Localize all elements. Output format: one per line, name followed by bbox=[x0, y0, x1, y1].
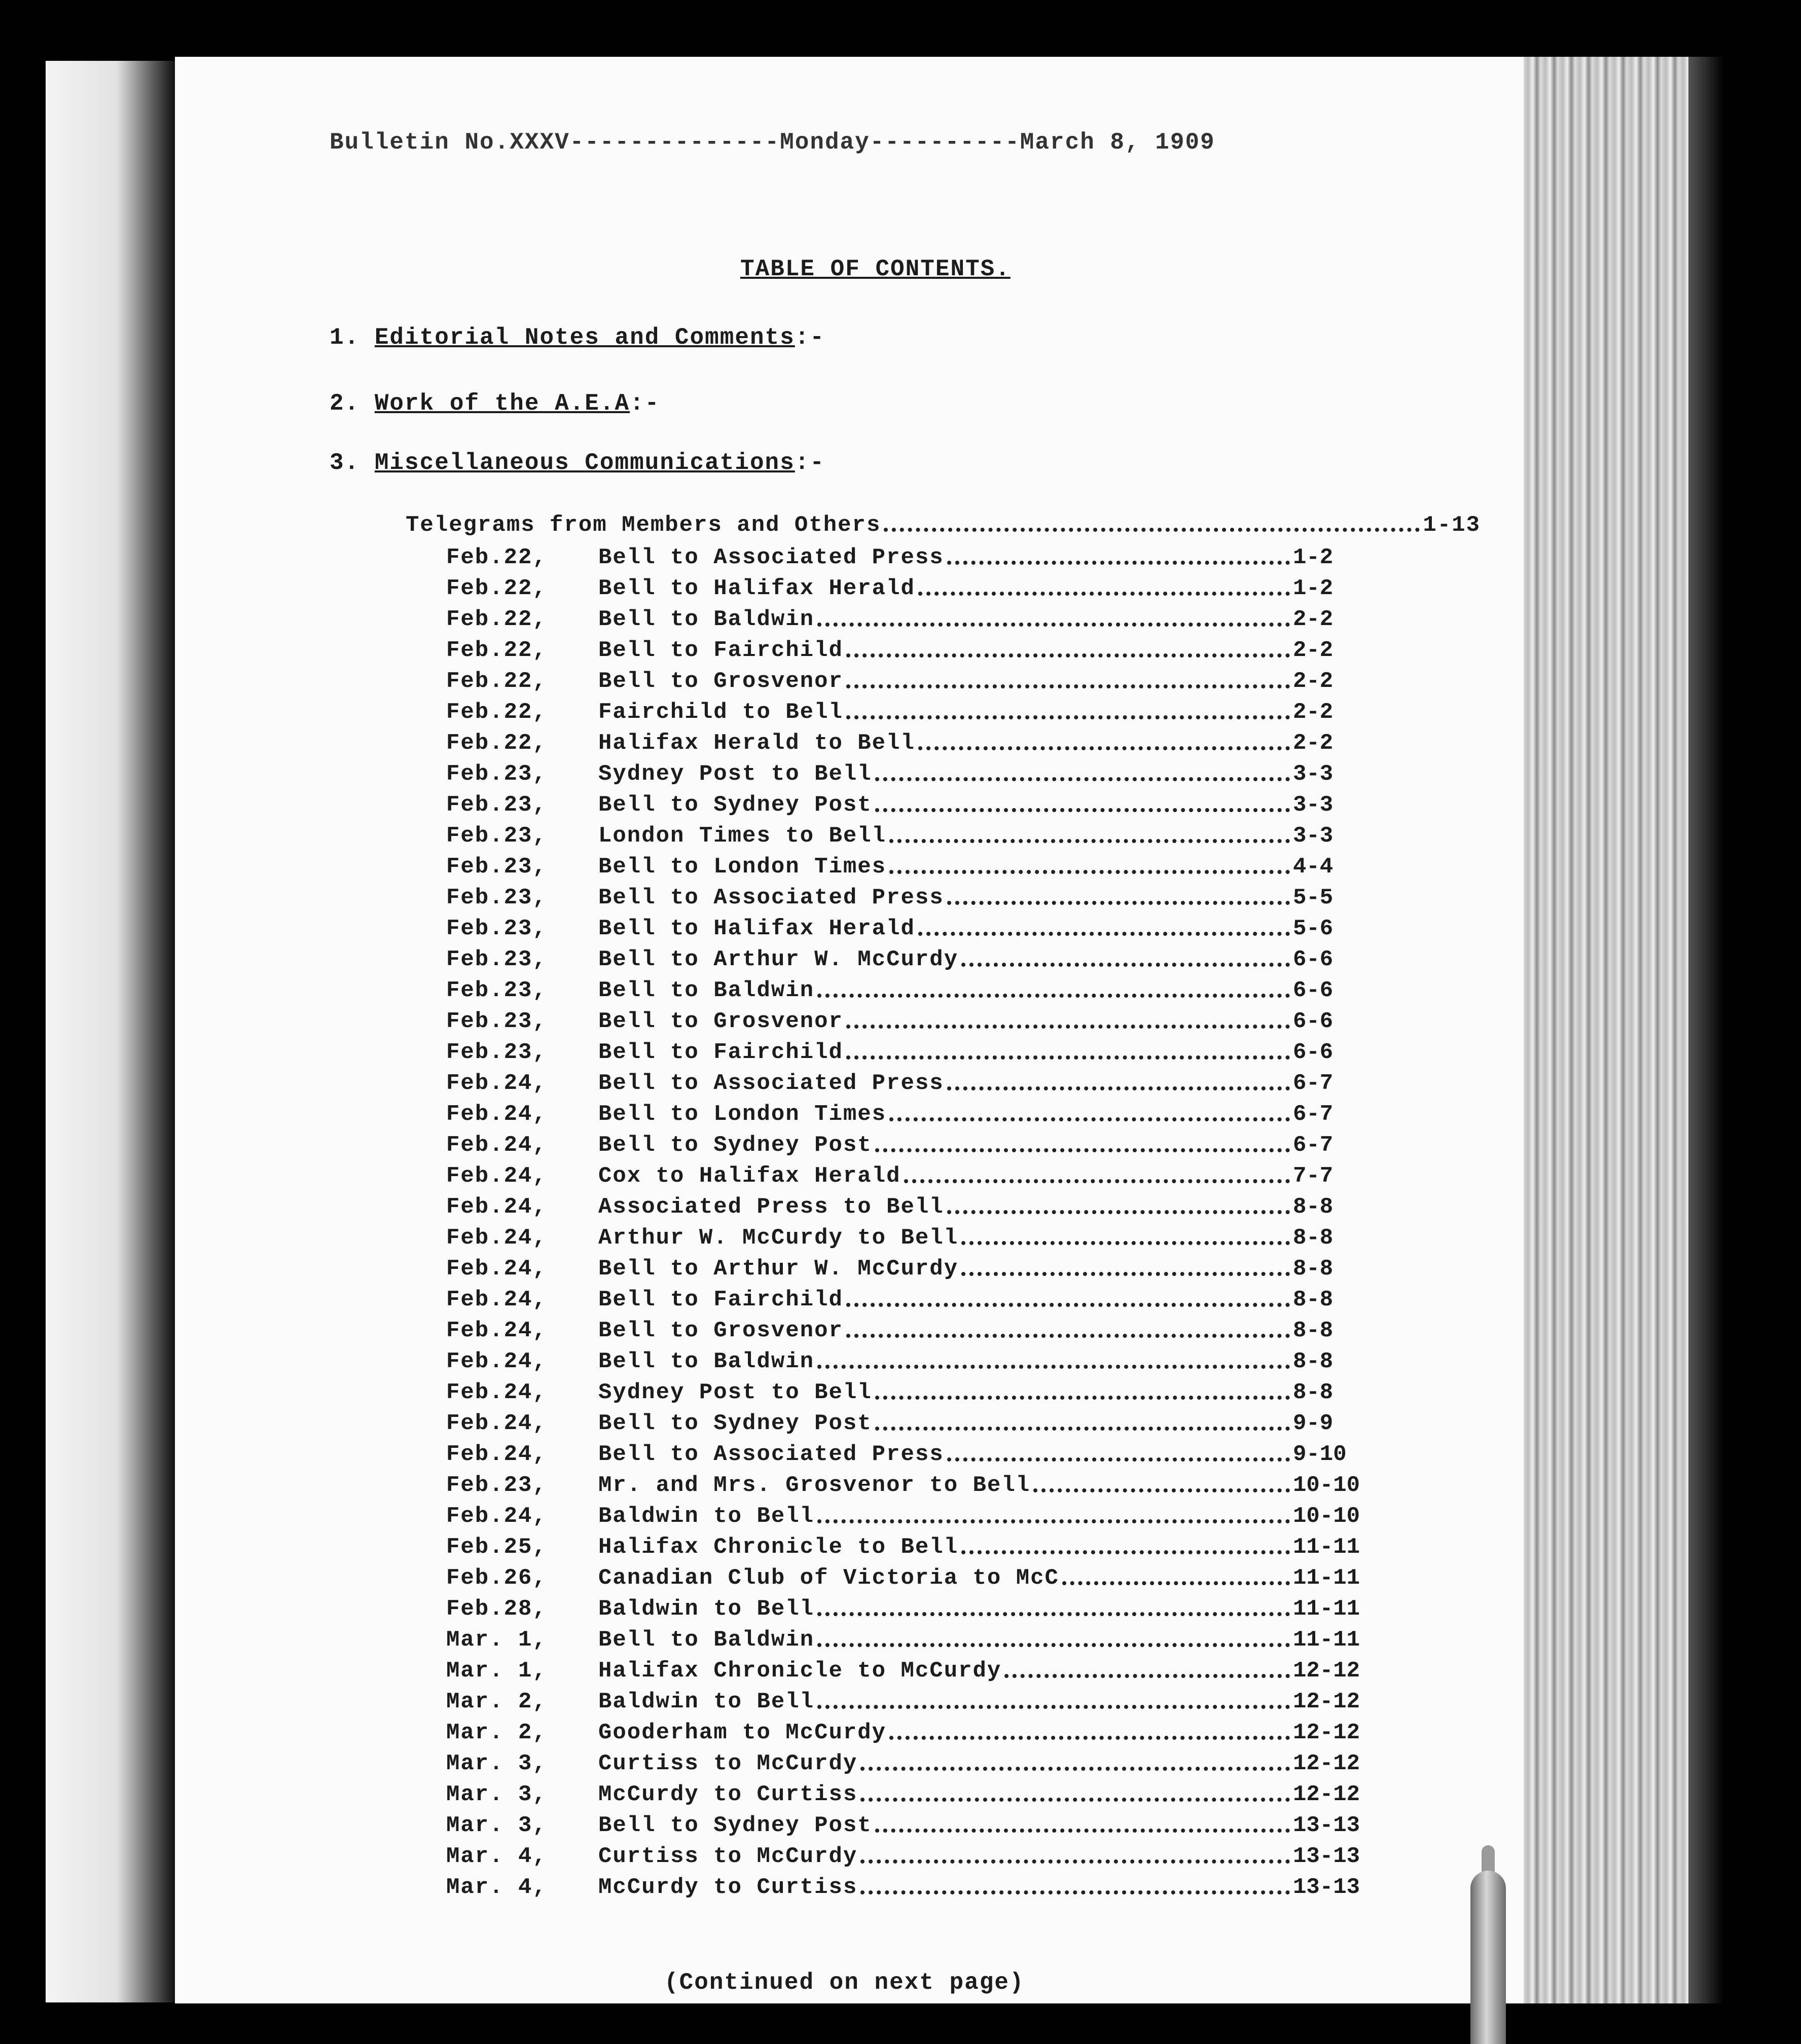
entry-date: Feb.24, bbox=[446, 1133, 547, 1158]
entry-pages: 11-11 bbox=[1293, 1627, 1360, 1653]
section-title: Miscellaneous Communications bbox=[374, 450, 795, 476]
entry-description: Gooderham to McCurdy bbox=[598, 1720, 887, 1745]
dot-leader bbox=[1062, 1581, 1290, 1585]
toc-entry bbox=[446, 1563, 1384, 1594]
entry-pages: 8-8 bbox=[1293, 1380, 1334, 1405]
entry-description: Bell to Sydney Post bbox=[598, 1813, 872, 1838]
entry-date: Feb.23, bbox=[446, 916, 547, 941]
entry-pages: 10-10 bbox=[1293, 1504, 1360, 1529]
dot-leader bbox=[961, 1550, 1290, 1554]
entry-date: Feb.24, bbox=[446, 1411, 547, 1436]
entry-date: Feb.22, bbox=[446, 731, 547, 756]
entry-date: Feb.24, bbox=[446, 1194, 547, 1220]
toc-entry bbox=[446, 1718, 1384, 1748]
entry-description: Bell to Halifax Herald bbox=[598, 576, 915, 601]
entry-date: Feb.22, bbox=[446, 669, 547, 694]
entry-pages: 8-8 bbox=[1293, 1318, 1334, 1343]
entry-description: Halifax Chronicle to Bell bbox=[598, 1535, 959, 1560]
dot-leader bbox=[918, 746, 1290, 750]
dot-leader bbox=[947, 561, 1290, 565]
entry-pages: 5-6 bbox=[1293, 916, 1334, 941]
dot-leader bbox=[875, 1396, 1290, 1400]
entry-pages: 13-13 bbox=[1293, 1813, 1360, 1838]
dot-leader bbox=[860, 1890, 1290, 1894]
entry-pages: 12-12 bbox=[1293, 1751, 1360, 1776]
entry-date: Feb.22, bbox=[446, 607, 547, 632]
entry-pages: 6-7 bbox=[1293, 1102, 1334, 1127]
dot-leader bbox=[817, 1643, 1290, 1647]
entry-description: Bell to Fairchild bbox=[598, 638, 843, 663]
section-suffix: :- bbox=[795, 324, 825, 351]
toc-entry bbox=[446, 914, 1384, 944]
dot-leader bbox=[846, 715, 1290, 719]
entry-date: Feb.25, bbox=[446, 1535, 547, 1560]
left-page-edge bbox=[46, 61, 175, 2002]
entry-description: Arthur W. McCurdy to Bell bbox=[598, 1225, 959, 1251]
entry-description: Curtiss to McCurdy bbox=[598, 1751, 858, 1776]
entry-description: Bell to Baldwin bbox=[598, 1349, 815, 1374]
entry-pages: 9-9 bbox=[1293, 1411, 1334, 1436]
entry-description: Mr. and Mrs. Grosvenor to Bell bbox=[598, 1473, 1031, 1498]
toc-entry bbox=[446, 697, 1384, 728]
toc-entry bbox=[446, 1439, 1384, 1470]
entry-description: Baldwin to Bell bbox=[598, 1504, 815, 1529]
entry-description: Bell to Baldwin bbox=[598, 1627, 815, 1653]
entry-pages: 8-8 bbox=[1293, 1256, 1334, 1282]
entry-description: London Times to Bell bbox=[598, 823, 887, 849]
toc-entry bbox=[446, 944, 1384, 975]
entry-date: Mar. 4, bbox=[446, 1875, 547, 1900]
entry-pages: 2-2 bbox=[1293, 731, 1334, 756]
entry-description: Baldwin to Bell bbox=[598, 1689, 815, 1714]
entry-date: Feb.23, bbox=[446, 1040, 547, 1065]
entry-pages: 6-6 bbox=[1293, 1040, 1334, 1065]
dot-leader bbox=[918, 592, 1290, 596]
toc-entry bbox=[446, 728, 1384, 759]
bulletin-header: Bulletin No.XXXV--------------Monday----------March 8, 1909 bbox=[330, 129, 1215, 156]
telegram-entries-list bbox=[446, 542, 1384, 1903]
entry-description: Cox to Halifax Herald bbox=[598, 1163, 901, 1189]
dot-leader bbox=[889, 870, 1290, 874]
entry-pages: 8-8 bbox=[1293, 1287, 1334, 1312]
entry-date: Feb.24, bbox=[446, 1225, 547, 1251]
toc-entry bbox=[446, 883, 1384, 914]
dot-leader bbox=[875, 1427, 1290, 1431]
dot-leader bbox=[846, 1334, 1290, 1338]
entry-pages: 5-5 bbox=[1293, 885, 1334, 910]
entry-pages: 3-3 bbox=[1293, 792, 1334, 818]
entry-date: Feb.24, bbox=[446, 1287, 547, 1312]
entry-date: Feb.23, bbox=[446, 761, 547, 787]
toc-entry bbox=[446, 1006, 1384, 1037]
entry-description: Bell to London Times bbox=[598, 854, 887, 880]
dot-leader bbox=[889, 1736, 1290, 1740]
toc-entry bbox=[446, 1841, 1384, 1872]
entry-pages: 12-12 bbox=[1293, 1658, 1360, 1684]
entry-pages: 13-13 bbox=[1293, 1875, 1360, 1900]
entry-date: Feb.24, bbox=[446, 1380, 547, 1405]
toc-entry bbox=[446, 604, 1384, 635]
dot-leader bbox=[846, 1303, 1290, 1307]
dot-leader bbox=[817, 994, 1290, 998]
dot-leader bbox=[889, 1117, 1290, 1121]
entry-description: Bell to Fairchild bbox=[598, 1040, 843, 1065]
dot-leader bbox=[918, 932, 1290, 936]
entry-description: Bell to Arthur W. McCurdy bbox=[598, 1256, 959, 1282]
toc-entry bbox=[446, 1192, 1384, 1223]
toc-entry bbox=[446, 1130, 1384, 1161]
entry-date: Feb.23, bbox=[446, 1473, 547, 1498]
entry-description: Bell to Sydney Post bbox=[598, 1133, 872, 1158]
entry-description: Sydney Post to Bell bbox=[598, 761, 872, 787]
entry-date: Feb.24, bbox=[446, 1442, 547, 1467]
entry-pages: 3-3 bbox=[1293, 761, 1334, 787]
entry-description: Bell to London Times bbox=[598, 1102, 887, 1127]
entry-description: Bell to Grosvenor bbox=[598, 1009, 843, 1034]
toc-entry bbox=[446, 1872, 1384, 1903]
toc-entry bbox=[446, 1346, 1384, 1377]
toc-entry bbox=[446, 1099, 1384, 1130]
toc-entry bbox=[446, 1377, 1384, 1408]
toc-entry bbox=[446, 1470, 1384, 1501]
dot-leader bbox=[947, 1086, 1290, 1090]
entry-date: Mar. 1, bbox=[446, 1658, 547, 1684]
subheading-label: Telegrams from Members and Others bbox=[406, 513, 881, 538]
toc-entry bbox=[446, 542, 1384, 573]
entry-date: Feb.24, bbox=[446, 1071, 547, 1096]
dot-leader bbox=[961, 1241, 1290, 1245]
section-number: 3. bbox=[330, 450, 360, 476]
entry-pages: 12-12 bbox=[1293, 1782, 1360, 1807]
pen bbox=[1470, 1871, 1506, 2044]
dot-leader bbox=[817, 1612, 1290, 1616]
section-suffix: :- bbox=[630, 390, 660, 417]
dot-leader bbox=[904, 1179, 1290, 1183]
telegrams-subheading bbox=[406, 509, 1481, 541]
entry-description: Bell to Associated Press bbox=[598, 545, 944, 570]
toc-entry bbox=[446, 573, 1384, 604]
toc-entry bbox=[446, 1316, 1384, 1346]
entry-date: Feb.24, bbox=[446, 1318, 547, 1343]
entry-date: Mar. 3, bbox=[446, 1751, 547, 1776]
dot-leader bbox=[961, 963, 1290, 967]
toc-entry bbox=[446, 1656, 1384, 1687]
entry-date: Feb.22, bbox=[446, 638, 547, 663]
section-work-of-aea bbox=[330, 388, 660, 419]
toc-entry bbox=[446, 790, 1384, 821]
toc-entry bbox=[446, 1594, 1384, 1625]
entry-pages: 6-6 bbox=[1293, 947, 1334, 972]
entry-date: Mar. 4, bbox=[446, 1844, 547, 1869]
dot-leader bbox=[875, 777, 1290, 781]
section-number: 2. bbox=[330, 390, 360, 417]
dot-leader bbox=[889, 839, 1290, 843]
entry-date: Feb.23, bbox=[446, 792, 547, 818]
entry-description: Bell to Grosvenor bbox=[598, 1318, 843, 1343]
dot-leader bbox=[884, 509, 1420, 532]
section-editorial-notes bbox=[330, 322, 825, 353]
book-page-edges bbox=[1524, 57, 1724, 2003]
entry-description: Bell to Associated Press bbox=[598, 1071, 944, 1096]
dot-leader bbox=[860, 1798, 1290, 1802]
entry-date: Feb.24, bbox=[446, 1102, 547, 1127]
entry-description: Bell to Baldwin bbox=[598, 607, 815, 632]
entry-pages: 6-7 bbox=[1293, 1133, 1334, 1158]
dot-leader bbox=[875, 1148, 1290, 1152]
entry-description: Curtiss to McCurdy bbox=[598, 1844, 858, 1869]
entry-date: Feb.23, bbox=[446, 1009, 547, 1034]
dot-leader bbox=[875, 808, 1290, 812]
dot-leader bbox=[846, 1055, 1290, 1060]
toc-entry bbox=[446, 821, 1384, 852]
toc-entry bbox=[446, 666, 1384, 697]
entry-date: Feb.23, bbox=[446, 885, 547, 910]
entry-pages: 8-8 bbox=[1293, 1194, 1334, 1220]
section-miscellaneous-communications bbox=[330, 447, 825, 479]
entry-date: Feb.28, bbox=[446, 1596, 547, 1622]
entry-description: Fairchild to Bell bbox=[598, 700, 843, 725]
entry-date: Mar. 2, bbox=[446, 1689, 547, 1714]
entry-pages: 2-2 bbox=[1293, 607, 1334, 632]
entry-date: Feb.23, bbox=[446, 947, 547, 972]
entry-description: Bell to Associated Press bbox=[598, 885, 944, 910]
section-title: Work of the A.E.A bbox=[374, 390, 630, 417]
entry-description: Bell to Associated Press bbox=[598, 1442, 944, 1467]
toc-entry bbox=[446, 1285, 1384, 1316]
entry-pages: 1-2 bbox=[1293, 576, 1334, 601]
toc-entry bbox=[446, 852, 1384, 883]
toc-entry bbox=[446, 1779, 1384, 1810]
entry-date: Feb.22, bbox=[446, 700, 547, 725]
entry-date: Feb.24, bbox=[446, 1163, 547, 1189]
entry-pages: 13-13 bbox=[1293, 1844, 1360, 1869]
entry-pages: 2-2 bbox=[1293, 669, 1334, 694]
entry-date: Mar. 3, bbox=[446, 1813, 547, 1838]
dot-leader bbox=[817, 1705, 1290, 1709]
entry-pages: 3-3 bbox=[1293, 823, 1334, 849]
toc-entry bbox=[446, 1161, 1384, 1192]
entry-date: Feb.24, bbox=[446, 1504, 547, 1529]
entry-pages: 10-10 bbox=[1293, 1473, 1360, 1498]
entry-description: Bell to Sydney Post bbox=[598, 792, 872, 818]
entry-description: Associated Press to Bell bbox=[598, 1194, 944, 1220]
entry-description: Canadian Club of Victoria to McC bbox=[598, 1565, 1059, 1591]
entry-date: Mar. 1, bbox=[446, 1627, 547, 1653]
toc-entry bbox=[446, 1223, 1384, 1254]
entry-date: Feb.23, bbox=[446, 978, 547, 1003]
entry-description: McCurdy to Curtiss bbox=[598, 1782, 858, 1807]
entry-description: Sydney Post to Bell bbox=[598, 1380, 872, 1405]
entry-pages: 2-2 bbox=[1293, 638, 1334, 663]
entry-pages: 2-2 bbox=[1293, 700, 1334, 725]
entry-pages: 11-11 bbox=[1293, 1596, 1360, 1622]
entry-description: McCurdy to Curtiss bbox=[598, 1875, 858, 1900]
dot-leader bbox=[817, 1365, 1290, 1369]
entry-pages: 6-6 bbox=[1293, 978, 1334, 1003]
toc-entry bbox=[446, 1532, 1384, 1563]
section-suffix: :- bbox=[795, 450, 825, 476]
entry-date: Feb.24, bbox=[446, 1349, 547, 1374]
toc-entry bbox=[446, 1810, 1384, 1841]
entry-pages: 6-6 bbox=[1293, 1009, 1334, 1034]
toc-entry bbox=[446, 635, 1384, 666]
subheading-pages: 1-13 bbox=[1423, 513, 1481, 538]
entry-description: Bell to Arthur W. McCurdy bbox=[598, 947, 959, 972]
toc-entry bbox=[446, 1068, 1384, 1099]
dot-leader bbox=[875, 1829, 1290, 1833]
dot-leader bbox=[846, 653, 1290, 658]
entry-pages: 8-8 bbox=[1293, 1349, 1334, 1374]
toc-entry bbox=[446, 975, 1384, 1006]
dot-leader bbox=[846, 684, 1290, 688]
entry-pages: 6-7 bbox=[1293, 1071, 1334, 1096]
entry-date: Feb.22, bbox=[446, 545, 547, 570]
entry-pages: 4-4 bbox=[1293, 854, 1334, 880]
entry-pages: 12-12 bbox=[1293, 1689, 1360, 1714]
toc-entry bbox=[446, 1501, 1384, 1532]
entry-date: Feb.24, bbox=[446, 1256, 547, 1282]
dot-leader bbox=[961, 1272, 1290, 1276]
entry-pages: 12-12 bbox=[1293, 1720, 1360, 1745]
dot-leader bbox=[947, 1210, 1290, 1214]
entry-pages: 11-11 bbox=[1293, 1535, 1360, 1560]
toc-entry bbox=[446, 1748, 1384, 1779]
entry-pages: 11-11 bbox=[1293, 1565, 1360, 1591]
toc-entry bbox=[446, 759, 1384, 790]
toc-entry bbox=[446, 1037, 1384, 1068]
entry-pages: 9-10 bbox=[1293, 1442, 1347, 1467]
dot-leader bbox=[1004, 1674, 1290, 1678]
dot-leader bbox=[947, 901, 1290, 905]
entry-date: Feb.23, bbox=[446, 823, 547, 849]
entry-description: Baldwin to Bell bbox=[598, 1596, 815, 1622]
dot-leader bbox=[1033, 1488, 1290, 1492]
entry-pages: 7-7 bbox=[1293, 1163, 1334, 1189]
dot-leader bbox=[846, 1025, 1290, 1029]
section-number: 1. bbox=[330, 324, 360, 351]
entry-date: Mar. 3, bbox=[446, 1782, 547, 1807]
dot-leader bbox=[947, 1457, 1290, 1462]
dot-leader bbox=[817, 623, 1290, 627]
toc-entry bbox=[446, 1254, 1384, 1285]
entry-date: Mar. 2, bbox=[446, 1720, 547, 1745]
entry-description: Bell to Fairchild bbox=[598, 1287, 843, 1312]
entry-date: Feb.23, bbox=[446, 854, 547, 880]
entry-description: Halifax Chronicle to McCurdy bbox=[598, 1658, 1002, 1684]
entry-date: Feb.22, bbox=[446, 576, 547, 601]
entry-description: Bell to Halifax Herald bbox=[598, 916, 915, 941]
entry-description: Bell to Grosvenor bbox=[598, 669, 843, 694]
dot-leader bbox=[860, 1859, 1290, 1864]
entry-description: Bell to Sydney Post bbox=[598, 1411, 872, 1436]
toc-entry bbox=[446, 1408, 1384, 1439]
entry-date: Feb.26, bbox=[446, 1565, 547, 1591]
entry-description: Bell to Baldwin bbox=[598, 978, 815, 1003]
entry-description: Halifax Herald to Bell bbox=[598, 731, 915, 756]
toc-entry bbox=[446, 1687, 1384, 1718]
entry-pages: 8-8 bbox=[1293, 1225, 1334, 1251]
dot-leader bbox=[860, 1767, 1290, 1771]
entry-pages: 1-2 bbox=[1293, 545, 1334, 570]
continued-note: (Continued on next page) bbox=[664, 1969, 1025, 1996]
section-title: Editorial Notes and Comments bbox=[374, 324, 795, 351]
dot-leader bbox=[817, 1519, 1290, 1523]
toc-title: TABLE OF CONTENTS. bbox=[740, 256, 1011, 282]
toc-entry bbox=[446, 1625, 1384, 1656]
